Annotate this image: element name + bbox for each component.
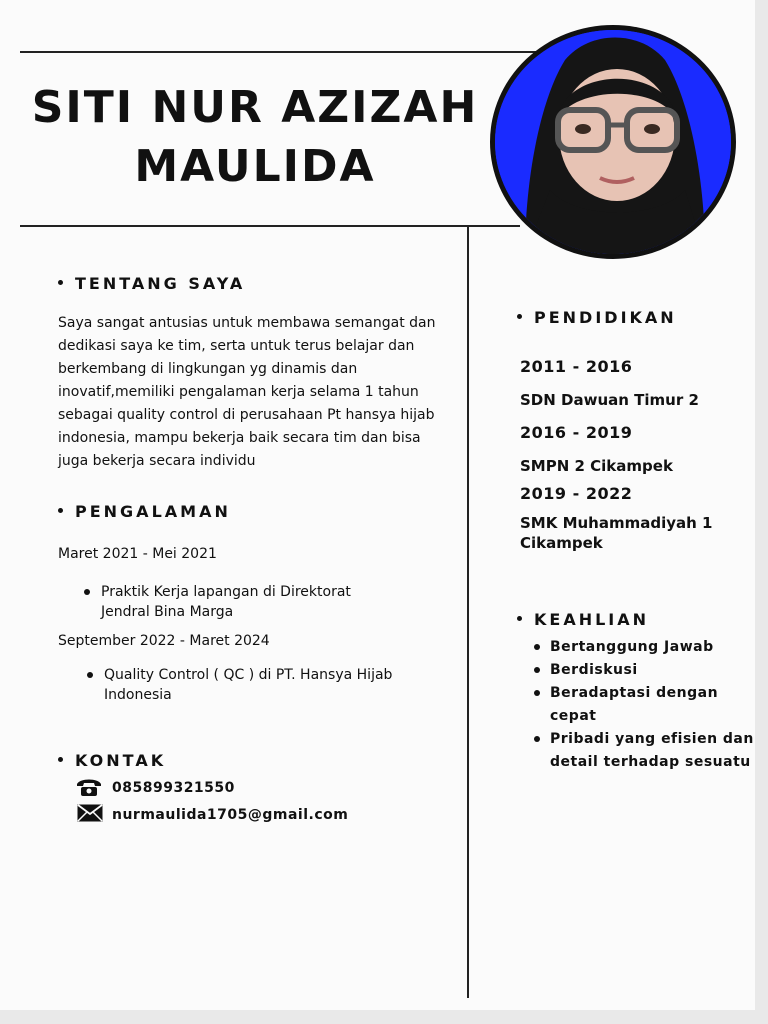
skill-item [550, 682, 718, 728]
education-school-line: Cikampek [520, 534, 603, 552]
about-line: indonesia, mampu bekerja baik secara tim dan bisa [58, 430, 421, 446]
bullet-dot [517, 314, 522, 319]
bullet-dot [58, 280, 63, 285]
experience-description [104, 665, 444, 705]
profile-photo-illustration [495, 30, 731, 254]
skills-heading-text: KEAHLIAN [534, 610, 650, 629]
skills-heading [517, 610, 649, 629]
about-line: sebagai quality control di perusahaan Pt hansya hijab [58, 407, 435, 423]
about-line: berkembang di lingkungan yg dinamis dan [58, 361, 358, 377]
about-heading [58, 274, 245, 293]
education-years: 2019 - 2022 [520, 484, 633, 503]
education-school [520, 456, 673, 476]
experience-period: Maret 2021 - Mei 2021 [58, 546, 217, 562]
experience-heading [58, 502, 231, 521]
about-line: dedikasi saya ke tim, serta untuk terus belajar dan [58, 338, 415, 354]
phone-number: 085899321550 [112, 780, 235, 796]
top-rule [20, 51, 540, 53]
education-heading [517, 308, 677, 327]
skill-item [550, 636, 714, 659]
name-line-2: MAULIDA [134, 141, 376, 192]
education-school-line: SMK Muhammadiyah 1 [520, 514, 713, 532]
skill-line: detail terhadap sesuatu [550, 754, 751, 770]
education-years: 2016 - 2019 [520, 423, 633, 442]
skill-line: Bertanggung Jawab [550, 639, 714, 655]
education-school [520, 390, 699, 410]
bullet-dot [58, 757, 63, 762]
education-years: 2011 - 2016 [520, 357, 633, 376]
telephone-icon [76, 777, 102, 801]
about-line: inovatif,memiliki pengalaman kerja selama 1 tahun [58, 384, 419, 400]
education-heading-text: PENDIDIKAN [534, 308, 677, 327]
skill-line: Beradaptasi dengan [550, 685, 719, 701]
bullet-dot [58, 508, 63, 513]
envelope-icon [77, 804, 103, 826]
about-heading-text: TENTANG SAYA [75, 274, 246, 293]
experience-description-line: Praktik Kerja lapangan di Direktorat [101, 584, 351, 600]
experience-description-line: Jendral Bina Marga [101, 604, 234, 620]
about-line: Saya sangat antusias untuk membawa semangat dan [58, 315, 436, 331]
bullet-dot [517, 616, 522, 621]
about-text [58, 312, 458, 473]
skill-item [550, 728, 754, 774]
education-school-line: SDN Dawuan Timur 2 [520, 391, 699, 409]
skill-line: Berdiskusi [550, 662, 638, 678]
skill-item [550, 659, 638, 682]
experience-description [101, 582, 441, 622]
experience-heading-text: PENGALAMAN [75, 502, 231, 521]
name-line-1: SITI NUR AZIZAH [31, 82, 479, 133]
education-school-line: SMPN 2 Cikampek [520, 457, 673, 475]
contact-heading [58, 751, 166, 770]
email-address[interactable]: nurmaulida1705@gmail.com [112, 807, 349, 823]
column-divider [467, 226, 469, 998]
about-line: juga bekerja secara individu [58, 453, 256, 469]
experience-description-line: Quality Control ( QC ) di PT. Hansya Hijab [104, 667, 393, 683]
skill-line: cepat [550, 708, 597, 724]
education-school [520, 513, 712, 553]
contact-heading-text: KONTAK [75, 751, 167, 770]
experience-period: September 2022 - Maret 2024 [58, 633, 270, 649]
experience-description-line: Indonesia [104, 687, 172, 703]
header-bottom-rule [20, 225, 520, 227]
skill-line: Pribadi yang efisien dan [550, 731, 754, 747]
profile-photo [490, 25, 736, 259]
